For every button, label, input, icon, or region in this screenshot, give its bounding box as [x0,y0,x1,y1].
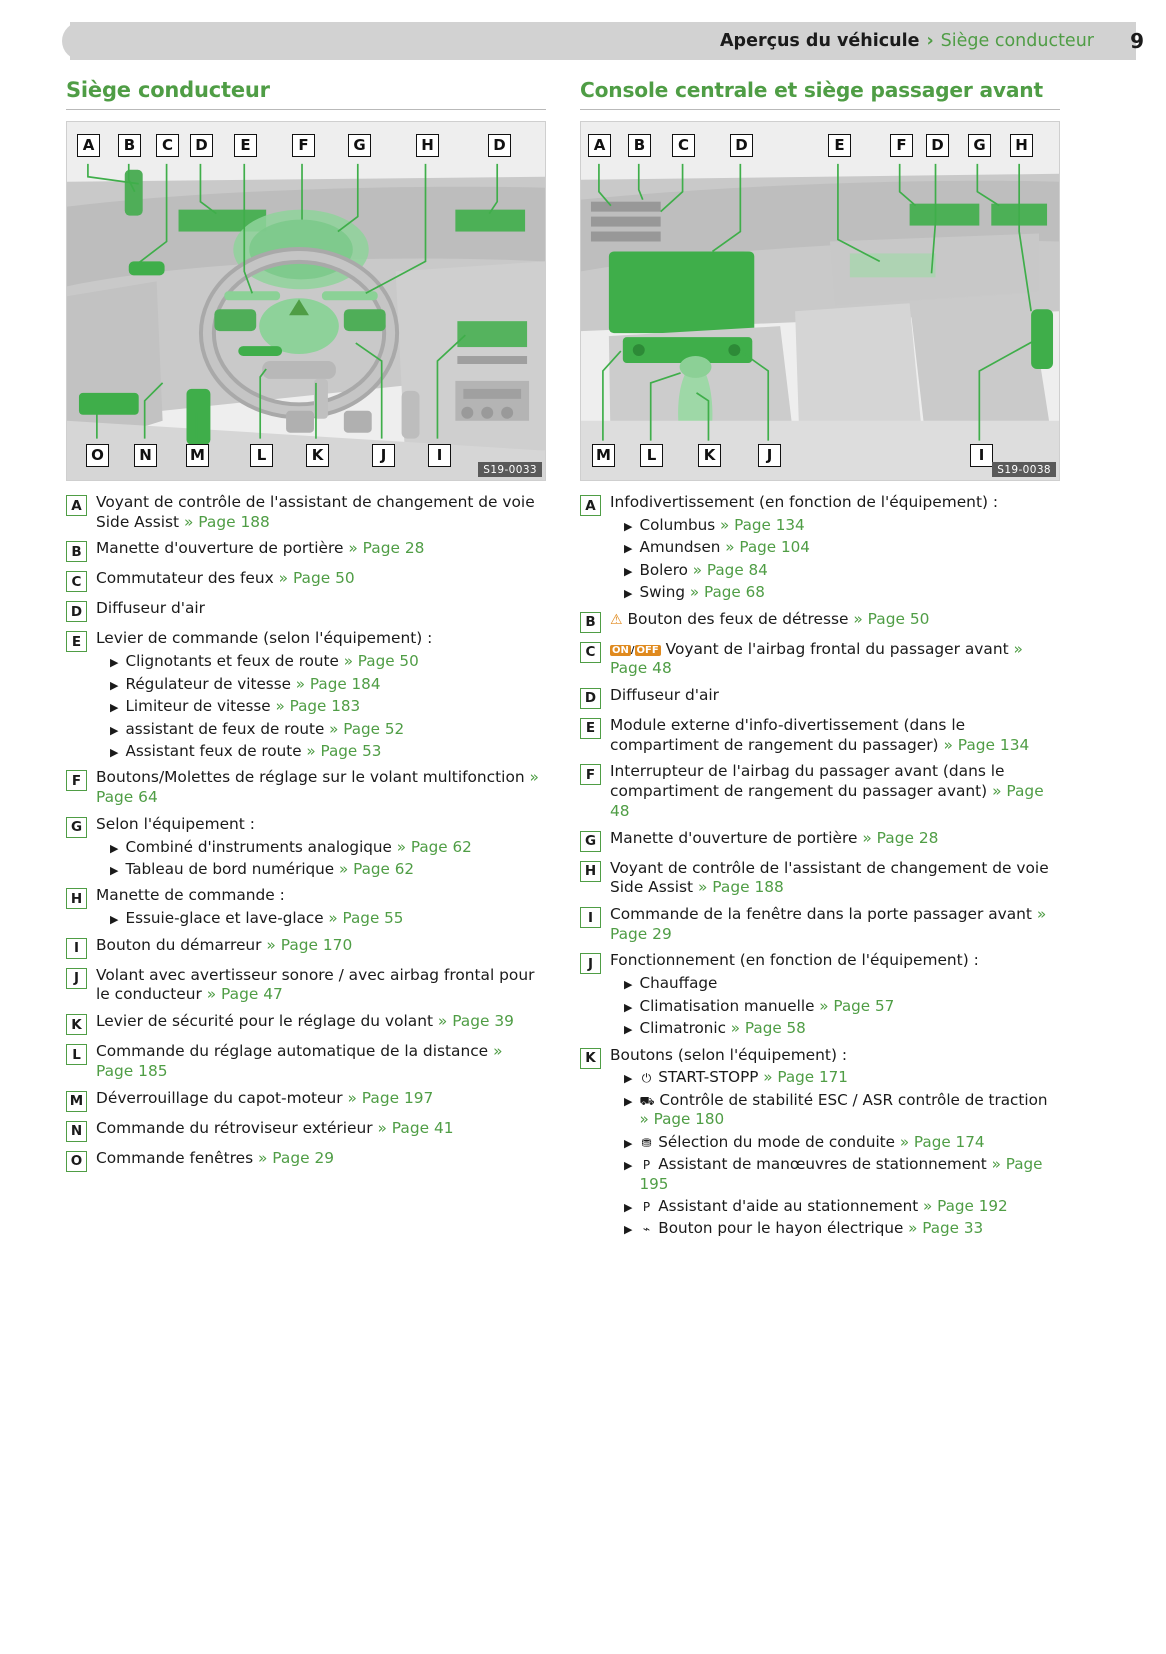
sub-item [96,838,472,857]
drive-mode-icon: ⛃ [641,1135,652,1150]
park-assist-icon: P [642,1158,651,1173]
legend-key: L [66,1044,87,1065]
bullet-icon: ▶ [624,519,633,533]
list-item [66,539,546,562]
legend-label: Voyant de contrôle de l'assistant de changement de voie Side Assist [96,493,535,531]
figure-code: S19-0033 [478,462,542,477]
legend-label: Voyant de contrôle de l'assistant de changement de voie Side Assist [610,858,1049,897]
legend-text [610,859,1056,898]
sub-ref[interactable]: » Page 57 [819,996,895,1015]
sub-item [610,538,998,557]
sub-ref[interactable]: » Page 192 [923,1196,1008,1215]
sub-item [610,997,979,1016]
bullet-icon: ▶ [110,841,119,855]
bullet-icon: ▶ [624,1223,633,1237]
legend-key: A [580,495,601,516]
figure-label-g: G [348,134,371,157]
legend-label: Module externe d'info-divertissement (dans le compartiment de rangement du passager) [610,715,966,754]
legend-key: D [580,688,601,709]
right-column [580,78,1060,1246]
legend-text [96,966,542,1005]
figure-label-a: A [77,134,100,157]
legend-key: N [66,1121,87,1142]
list-item [66,886,546,928]
figure-label-c: C [672,134,695,157]
sub-ref[interactable]: » Page 52 [329,719,405,738]
legend-label: Déverrouillage du capot-moteur [96,1088,343,1107]
bullet-icon: ▶ [624,978,633,992]
legend-text [96,768,542,807]
legend-key: H [66,888,87,909]
legend-text [96,629,432,761]
bullet-icon: ▶ [624,1072,633,1086]
figure-label-l: L [640,444,663,467]
legend-ref[interactable]: » Page 28 [862,828,939,847]
legend-ref[interactable]: » Page 29 [258,1148,335,1167]
sub-label: START-STOPP [658,1068,759,1087]
legend-text [96,815,472,880]
legend-label: Commande de la fenêtre dans la porte passager avant [610,905,1032,923]
sub-label: Régulateur de vitesse [125,674,291,693]
legend-label: Commutateur des feux [96,569,274,588]
sub-label: Climatronic [639,1019,726,1038]
legend-text [96,936,352,956]
sub-ref[interactable]: » Page 58 [730,1019,806,1038]
bullet-icon: ▶ [624,542,633,556]
list-item [580,905,1060,944]
start-stop-icon: ⏻ [641,1071,652,1086]
legend-key: G [66,817,87,838]
legend-text [610,640,1056,679]
legend-label: Voyant de l'airbag frontal du passager avant [665,639,1009,658]
figure-label-a: A [588,134,611,157]
sub-label: Sélection du mode de conduite [658,1132,895,1151]
driver-seat-figure [66,121,546,481]
legend-key: B [66,541,87,562]
legend-text [610,951,979,1038]
figure-label-e: E [828,134,851,157]
left-legend-list [66,493,546,1172]
legend-label: Infodivertissement (en fonction de l'équipement) : [610,493,999,511]
legend-text [96,599,205,619]
sub-label: Contrôle de stabilité ESC / ASR contrôle de traction [659,1090,1048,1109]
figure-label-d2: D [926,134,949,157]
figure-label-e: E [234,134,257,157]
sub-item [610,1091,1056,1130]
sub-ref[interactable]: » Page 183 [275,697,361,716]
sub-ref[interactable]: » Page 53 [306,741,382,760]
bullet-icon: ▶ [110,656,119,670]
legend-ref[interactable]: » Page 47 [206,985,283,1004]
bullet-icon: ▶ [624,1200,633,1214]
sub-label: Clignotants et feux de route [125,652,339,671]
legend-label: Commande fenêtres [96,1148,254,1167]
legend-ref[interactable]: » Page 50 [278,569,355,588]
legend-text [610,716,1056,755]
sub-ref[interactable]: » Page 55 [328,909,404,928]
legend-ref[interactable]: » Page 170 [266,935,353,954]
bullet-icon: ▶ [110,745,119,759]
legend-text [96,1042,542,1081]
legend-text [610,905,1056,944]
sub-ref[interactable]: » Page 195 [639,1155,1043,1193]
sub-label: Swing [639,583,686,602]
legend-ref[interactable]: » Page 134 [943,735,1030,754]
legend-label: Volant avec avertisseur sonore / avec airbag frontal pour le conducteur [96,965,535,1004]
breadcrumb [0,22,1106,60]
legend-text [610,762,1056,821]
figure-label-n: N [134,444,157,467]
sub-item [96,860,472,879]
legend-key: J [66,968,87,989]
list-item [66,599,546,622]
breadcrumb-separator: › [926,31,934,51]
sub-label: Climatisation manuelle [639,996,815,1015]
legend-label: Bouton du démarreur [96,935,262,954]
legend-ref[interactable]: » Page 185 [96,1042,503,1080]
legend-text [96,569,355,589]
legend-key: A [66,495,87,516]
list-item [580,640,1060,679]
sub-label: Essuie-glace et lave-glace [125,909,324,928]
figure-label-k: K [306,444,329,467]
esc-off-icon: ⛟ [639,1093,655,1108]
figure-label-j: J [758,444,781,467]
figure-label-d1: D [190,134,213,157]
legend-ref[interactable]: » Page 48 [610,782,1044,820]
legend-key: E [580,718,601,739]
sub-item [96,652,432,671]
list-item [66,936,546,959]
breadcrumb-main: Aperçus du véhicule [720,31,920,51]
legend-ref[interactable]: » Page 48 [610,639,1023,678]
right-legend-list [580,493,1060,1239]
sub-item [610,1197,1056,1216]
bullet-icon: ▶ [110,864,119,878]
legend-label: Manette d'ouverture de portière [96,539,344,558]
sub-item [610,1219,1056,1238]
legend-ref[interactable]: » Page 188 [697,878,784,897]
bullet-icon: ▶ [110,723,119,737]
list-item [580,951,1060,1038]
legend-label: Levier de commande (selon l'équipement) : [96,629,433,648]
sub-ref[interactable]: » Page 50 [343,652,419,671]
legend-key: B [580,612,601,633]
figure-label-b: B [628,134,651,157]
list-item [580,716,1060,755]
legend-label: Boutons/Molettes de réglage sur le volant multifonction [96,768,525,787]
sub-ref[interactable]: » Page 104 [725,538,810,557]
legend-key: I [580,907,601,928]
sub-ref[interactable]: » Page 180 [639,1110,725,1129]
list-item [66,1012,546,1035]
left-column [66,78,546,1179]
legend-ref[interactable]: » Page 41 [377,1118,454,1137]
sub-label: Tableau de bord numérique [125,860,335,879]
list-item [66,1149,546,1172]
list-item [580,493,1060,603]
legend-label: Selon l'équipement : [96,814,255,833]
figure-label-g: G [968,134,991,157]
sub-ref[interactable]: » Page 174 [899,1132,985,1151]
sub-ref[interactable]: » Page 33 [908,1219,984,1238]
figure-label-m: M [186,444,209,467]
legend-text [96,1089,433,1109]
legend-label: Diffuseur d'air [96,599,205,618]
warning-triangle-icon: ⚠ [610,611,623,628]
sub-label: Assistant de manœuvres de stationnement [658,1155,987,1174]
legend-label: Manette d'ouverture de portière [610,828,858,847]
sub-label: Assistant d'aide au stationnement [658,1196,919,1215]
right-section-title: Console centrale et siège passager avant [580,78,1060,110]
sub-ref[interactable]: » Page 62 [338,860,415,879]
bullet-icon: ▶ [624,1136,633,1150]
sub-item [96,909,403,928]
list-item [66,1042,546,1081]
legend-key: D [66,601,87,622]
legend-text [96,493,542,532]
list-item [580,829,1060,852]
legend-text [96,1119,454,1139]
sub-label: Bolero [639,560,688,579]
bullet-icon: ▶ [624,587,633,601]
legend-key: C [66,571,87,592]
legend-text [610,610,929,630]
figure-label-l: L [250,444,273,467]
sub-label: assistant de feux de route [125,719,325,738]
legend-label: Interrupteur de l'airbag du passager avant (dans le compartiment de rangement du passager avant) [610,762,1005,801]
legend-label: Boutons (selon l'équipement) : [610,1045,848,1064]
tailgate-icon: ⌁ [642,1222,651,1237]
legend-key: K [66,1014,87,1035]
sub-label: Chauffage [639,974,718,993]
driver-seat-illustration [67,122,545,481]
legend-key: O [66,1151,87,1172]
legend-ref[interactable]: » Page 64 [96,768,539,807]
legend-text [96,1149,334,1169]
list-item [66,629,546,761]
sub-item [610,561,998,580]
legend-ref[interactable]: » Page 197 [347,1088,434,1107]
legend-label: Fonctionnement (en fonction de l'équipement) : [610,951,979,970]
figure-label-d2: D [488,134,511,157]
figure-label-f: F [292,134,315,157]
legend-ref[interactable]: » Page 39 [437,1012,514,1031]
sub-item [610,1068,1056,1087]
legend-key: J [580,953,601,974]
list-item [66,569,546,592]
park-aid-icon: P [642,1199,651,1214]
list-item [66,966,546,1005]
figure-label-b: B [118,134,141,157]
sub-ref[interactable]: » Page 68 [689,583,765,602]
sub-item [96,742,432,761]
bullet-icon: ▶ [624,1094,633,1108]
sub-item [610,974,979,993]
bullet-icon: ▶ [624,1159,633,1173]
legend-label: Bouton des feux de détresse [627,609,849,628]
sub-item [610,1155,1056,1194]
sub-item [610,516,998,535]
legend-text [96,1012,514,1032]
bullet-icon: ▶ [624,1000,633,1014]
sub-label: Combiné d'instruments analogique [125,837,392,856]
legend-text [610,686,719,706]
list-item [580,859,1060,898]
figure-label-f: F [890,134,913,157]
sub-ref[interactable]: » Page 171 [763,1068,848,1087]
sub-item [96,675,432,694]
sub-item [610,583,998,602]
legend-ref[interactable]: » Page 29 [610,905,1047,943]
bullet-icon: ▶ [624,564,633,578]
bullet-icon: ▶ [110,913,119,927]
sub-item [610,1133,1056,1152]
center-console-illustration [581,122,1059,481]
bullet-icon: ▶ [110,701,119,715]
legend-ref[interactable]: » Page 50 [853,609,930,628]
list-item [580,1046,1060,1239]
bullet-icon: ▶ [110,678,119,692]
legend-key: K [580,1048,601,1069]
sub-label: Amundsen [639,538,721,557]
figure-label-m: M [592,444,615,467]
legend-text [96,886,403,928]
legend-text [96,539,424,559]
legend-key: C [580,642,601,663]
sub-ref[interactable]: » Page 134 [720,515,805,534]
figure-label-k: K [698,444,721,467]
sub-ref[interactable]: » Page 184 [295,674,381,693]
list-item [580,762,1060,821]
legend-ref[interactable]: » Page 188 [183,512,270,531]
list-item [580,610,1060,633]
legend-key: I [66,938,87,959]
legend-text [610,1046,1056,1239]
figure-label-c: C [156,134,179,157]
legend-label: Commande du rétroviseur extérieur [96,1118,373,1137]
legend-label: Commande du réglage automatique de la distance [96,1042,489,1061]
list-item [66,493,546,532]
figure-label-i: I [428,444,451,467]
legend-text [610,493,998,603]
legend-key: F [580,764,601,785]
list-item [66,768,546,807]
figure-label-i: I [970,444,993,467]
breadcrumb-sub: Siège conducteur [940,31,1094,51]
legend-label: Levier de sécurité pour le réglage du volant [96,1012,433,1031]
sub-ref[interactable]: » Page 84 [692,560,768,579]
figure-label-j: J [372,444,395,467]
sub-item [610,1019,979,1038]
figure-label-h: H [416,134,439,157]
legend-key: G [580,831,601,852]
sub-item [96,697,432,716]
list-item [66,1119,546,1142]
legend-key: H [580,861,601,882]
legend-key: E [66,631,87,652]
sub-label: Columbus [639,515,716,534]
center-console-figure [580,121,1060,481]
figure-label-h: H [1010,134,1033,157]
sub-label: Bouton pour le hayon électrique [658,1219,904,1238]
legend-text [610,829,938,849]
sub-label: Limiteur de vitesse [125,697,271,716]
legend-ref[interactable]: » Page 28 [348,539,425,558]
legend-label: Diffuseur d'air [610,685,719,704]
bullet-icon: ▶ [624,1023,633,1037]
list-item [580,686,1060,709]
airbag-on-off-icon: ON / OFF [612,644,659,656]
list-item [66,815,546,880]
legend-key: F [66,770,87,791]
figure-label-d1: D [730,134,753,157]
legend-label: Manette de commande : [96,886,285,905]
sub-ref[interactable]: » Page 62 [396,837,472,856]
sub-label: Assistant feux de route [125,741,302,760]
legend-key: M [66,1091,87,1112]
sub-item [96,720,432,739]
list-item [66,1089,546,1112]
left-section-title: Siège conducteur [66,78,546,110]
figure-code: S19-0038 [992,462,1056,477]
page-number: 9 [1130,29,1144,53]
figure-label-o: O [86,444,109,467]
